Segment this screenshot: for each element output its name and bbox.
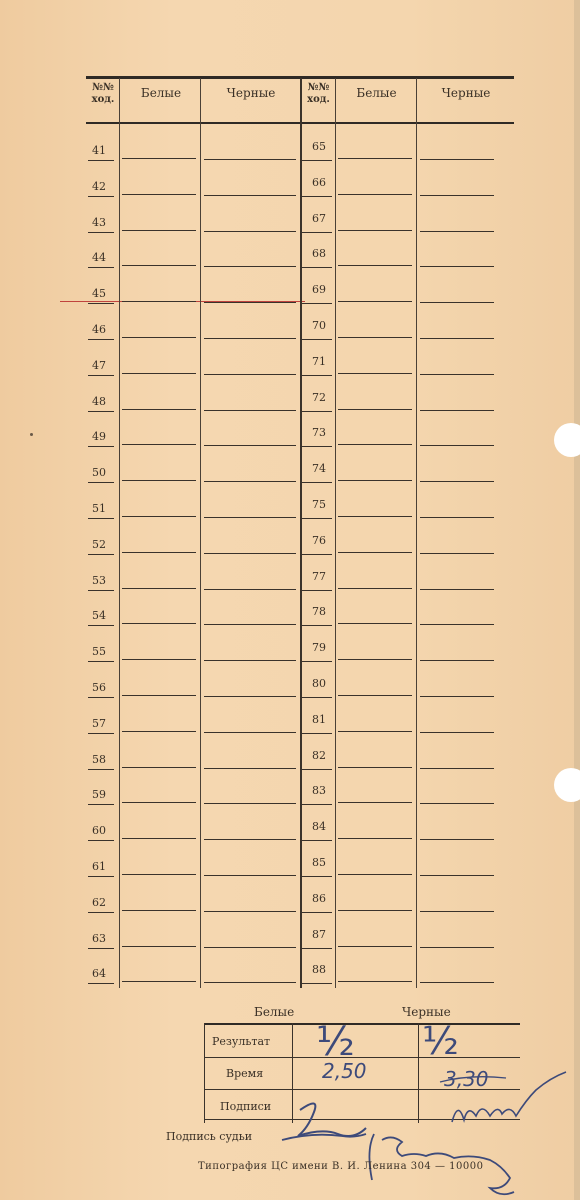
move-number-left: 41 xyxy=(92,144,106,157)
move-number-right: 67 xyxy=(312,211,326,225)
move-number-right: 65 xyxy=(312,140,326,153)
header-black-left: Черные xyxy=(226,86,276,100)
move-number-right: 68 xyxy=(312,247,326,261)
move-number-left: 59 xyxy=(92,788,106,802)
move-number-right: 87 xyxy=(312,927,326,941)
move-number-right: 75 xyxy=(312,498,326,511)
move-number-left: 42 xyxy=(92,179,106,193)
move-number-left: 44 xyxy=(92,251,106,265)
move-number-right: 80 xyxy=(312,677,326,690)
move-number-right: 74 xyxy=(312,462,326,476)
header-white-right: Белые xyxy=(356,86,397,100)
move-number-left: 48 xyxy=(92,394,106,408)
move-number-left: 57 xyxy=(92,716,106,730)
move-number-left: 64 xyxy=(92,967,106,981)
move-number-right: 84 xyxy=(312,820,326,834)
result-time-scribble xyxy=(440,1077,506,1082)
white-time-handwritten: 2,50 xyxy=(322,1059,367,1083)
move-number-right: 79 xyxy=(312,641,326,655)
move-number-right: 69 xyxy=(312,283,326,297)
white-result-handwritten: ½ xyxy=(316,1019,355,1065)
move-number-right: 76 xyxy=(312,533,326,547)
move-number-left: 63 xyxy=(92,931,106,945)
result-white-header: Белые xyxy=(254,1005,295,1019)
header-black-right: Черные xyxy=(441,86,491,100)
move-number-left: 60 xyxy=(92,824,106,838)
move-number-left: 52 xyxy=(92,537,106,551)
move-number-left: 47 xyxy=(92,358,106,372)
time-label: Время xyxy=(226,1067,264,1080)
header-white-left: Белые xyxy=(140,86,182,100)
move-number-right: 82 xyxy=(312,748,326,762)
move-number-left: 46 xyxy=(92,323,106,336)
move-number-right: 66 xyxy=(312,175,326,189)
black-signature-scribble xyxy=(452,1072,566,1122)
move-number-left: 62 xyxy=(92,895,106,909)
move-number-right: 85 xyxy=(312,856,326,869)
move-number-right: 78 xyxy=(312,605,326,619)
move-number-left: 58 xyxy=(92,752,106,766)
white-signature-scribble xyxy=(298,1103,366,1136)
move-number-right: 71 xyxy=(312,354,326,368)
move-number-left: 51 xyxy=(92,502,106,515)
move-number-left: 45 xyxy=(92,287,106,301)
move-number-left: 54 xyxy=(92,609,106,623)
move-number-right: 86 xyxy=(312,891,326,905)
result-black-header: Черные xyxy=(402,1005,451,1019)
move-number-right: 88 xyxy=(312,963,326,977)
judge-signature-label: Подпись судьи xyxy=(166,1130,253,1143)
move-number-right: 73 xyxy=(312,426,326,440)
move-number-right: 81 xyxy=(312,712,326,726)
black-result-handwritten: ½ xyxy=(422,1019,459,1063)
move-number-left: 55 xyxy=(92,645,106,659)
result-label: Результат xyxy=(212,1035,271,1048)
move-number-left: 56 xyxy=(92,681,106,694)
black-time-handwritten: 3,30 xyxy=(444,1067,489,1091)
move-number-right: 77 xyxy=(312,569,326,583)
move-number-left: 50 xyxy=(92,466,106,480)
move-number-left: 61 xyxy=(92,860,106,873)
move-number-left: 49 xyxy=(92,430,106,444)
move-number-right: 70 xyxy=(312,319,326,332)
move-number-left: 43 xyxy=(92,215,106,229)
move-number-right: 83 xyxy=(312,784,326,798)
header-move-number-right: №№ ход. xyxy=(307,82,330,105)
move-number-right: 72 xyxy=(312,390,326,404)
signatures-label: Подписи xyxy=(220,1100,272,1113)
printer-imprint: Типография ЦС имени В. И. Ленина 304 — 10000 xyxy=(198,1161,484,1172)
header-move-number-left: №№ ход. xyxy=(91,82,115,105)
move-number-left: 53 xyxy=(92,573,106,587)
